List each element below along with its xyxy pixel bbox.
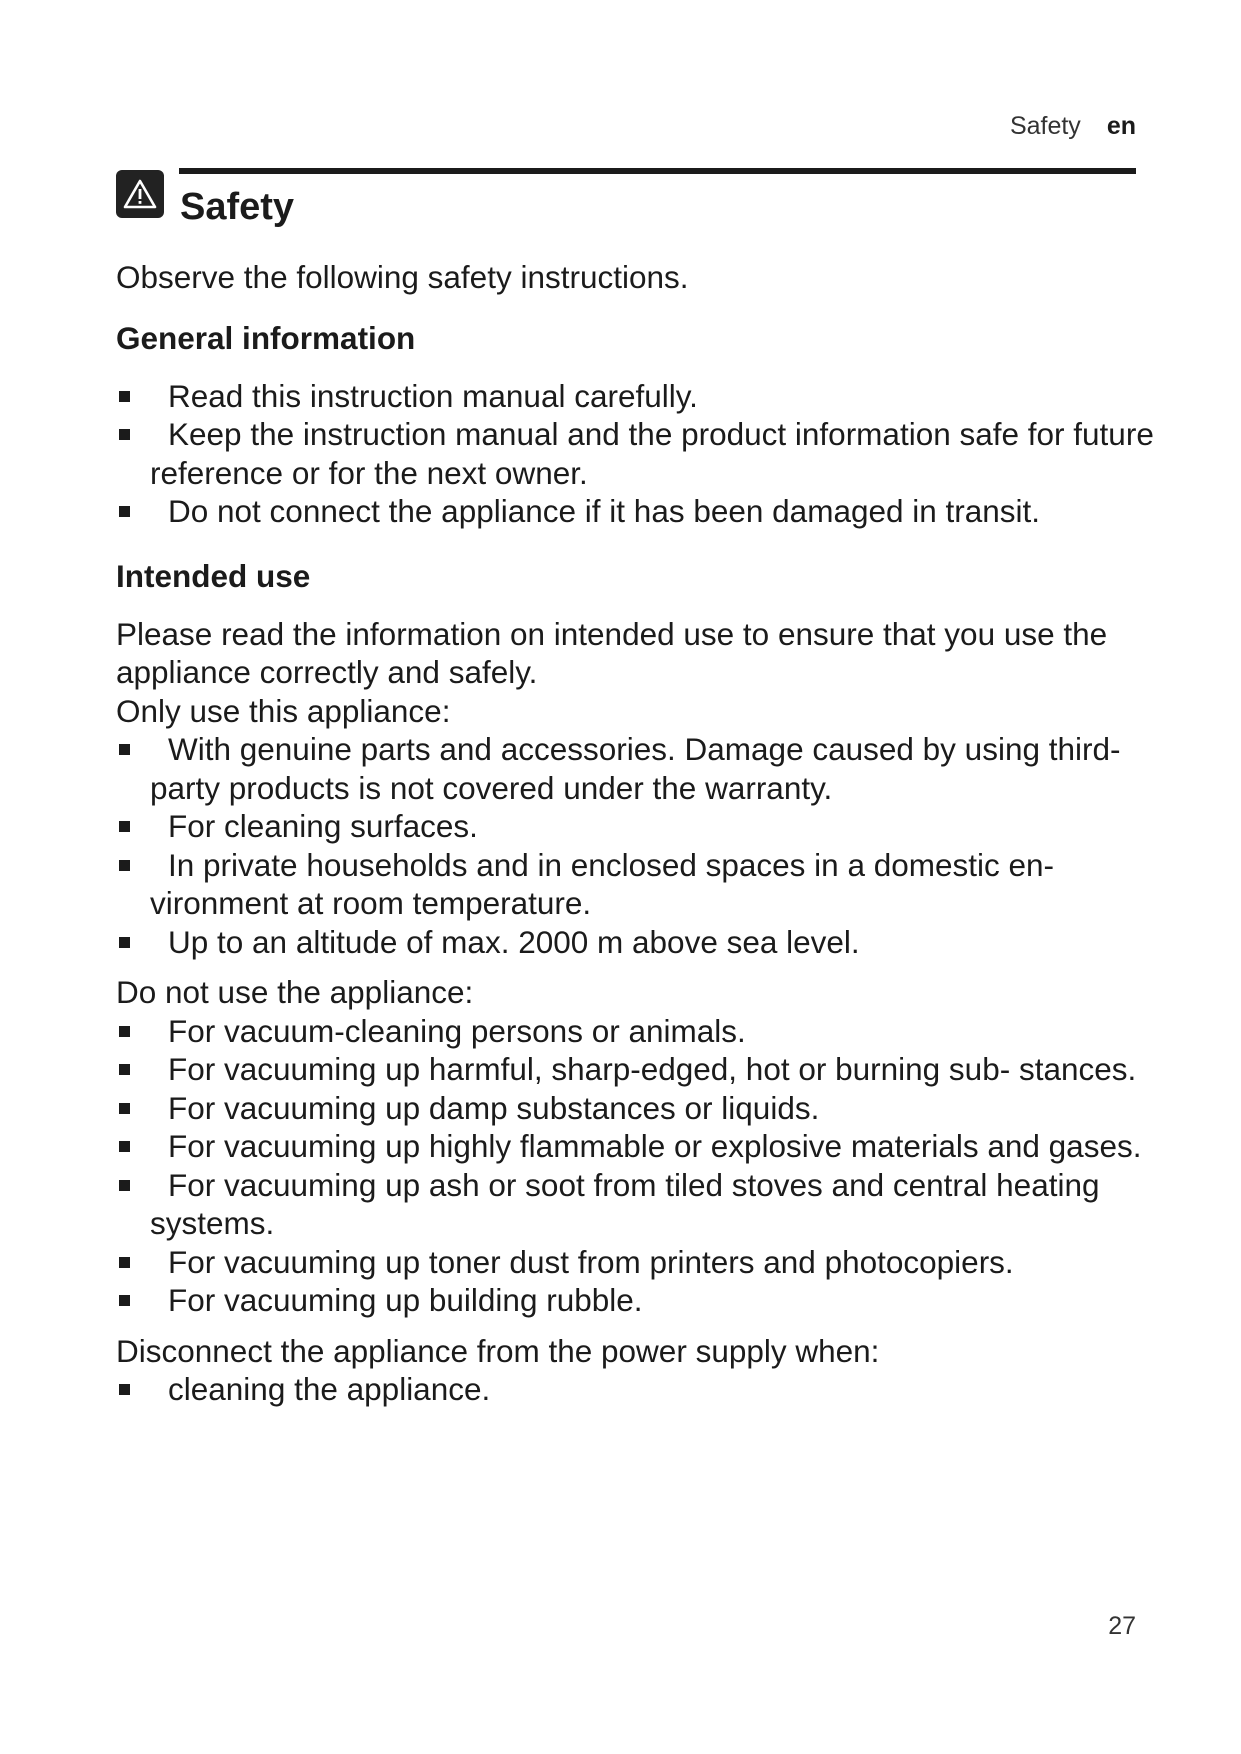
list-item-text: For cleaning surfaces.	[168, 808, 478, 844]
list-item-text: Keep the instruction manual and the product information safe for future reference or for the next owner.	[150, 416, 1154, 491]
running-header-section: Safety	[1009, 112, 1081, 140]
general-information-heading: General information	[116, 319, 416, 356]
page-number: 27	[1108, 1612, 1136, 1640]
list-item	[116, 1370, 1156, 1409]
list-item-text: Do not connect the appliance if it has been damaged in transit.	[168, 493, 1041, 529]
bullet-square-icon	[119, 821, 130, 832]
bullet-square-icon	[119, 1257, 130, 1268]
only-use-label: Only use this appliance:	[116, 692, 451, 729]
intro-text: Observe the following safety instructions.	[116, 259, 689, 295]
list-item	[116, 377, 1156, 416]
list-item-text: For vacuuming up highly flammable or explosive materials and gases.	[168, 1128, 1142, 1164]
list-item-text: For vacuuming up building rubble.	[168, 1282, 643, 1318]
disconnect-list	[116, 1370, 1156, 1409]
list-item	[116, 1281, 1156, 1320]
warning-triangle-icon	[116, 170, 164, 218]
list-item-text: In private households and in enclosed spaces in a domestic en- vironment at room temperature.	[150, 846, 1055, 921]
list-item-text: Read this instruction manual carefully.	[168, 377, 698, 414]
bullet-square-icon	[119, 1384, 130, 1395]
running-header	[1010, 112, 1136, 141]
bullet-square-icon	[119, 1064, 130, 1075]
disconnect-label: Disconnect the appliance from the power supply when:	[116, 1332, 880, 1369]
intended-use-heading: Intended use	[116, 557, 311, 594]
bullet-square-icon	[119, 429, 130, 440]
bullet-square-icon	[119, 1295, 130, 1306]
section-title: Safety	[180, 186, 295, 228]
intended-use-paragraph: Please read the information on intended use to ensure that you use the appliance correctly and safely.	[116, 615, 1108, 690]
list-item-text: Up to an altitude of max. 2000 m above sea level.	[168, 923, 860, 960]
bullet-square-icon	[119, 1026, 130, 1037]
list-item-text: For vacuuming up toner dust from printers and photocopiers.	[168, 1243, 1014, 1280]
page-content	[116, 258, 1156, 1409]
list-item	[116, 1050, 1156, 1089]
list-item-text: For vacuuming up damp substances or liquids.	[168, 1089, 820, 1126]
bullet-square-icon	[119, 506, 130, 517]
list-item-text: For vacuuming up harmful, sharp-edged, hot or burning sub- stances.	[168, 1051, 1137, 1087]
general-information-list	[116, 377, 1156, 531]
bullet-square-icon	[119, 937, 130, 948]
list-item	[116, 730, 1156, 807]
list-item-text: For vacuuming up ash or soot from tiled stoves and central heating systems.	[150, 1166, 1100, 1241]
bullet-square-icon	[119, 391, 130, 402]
list-item-text: cleaning the appliance.	[168, 1371, 491, 1407]
running-header-language: en	[1106, 112, 1136, 140]
list-item	[116, 1127, 1156, 1166]
list-item	[116, 415, 1156, 492]
list-item	[116, 1243, 1156, 1282]
do-not-use-label: Do not use the appliance:	[116, 974, 474, 1010]
bullet-square-icon	[119, 744, 130, 755]
only-use-list	[116, 730, 1156, 961]
bullet-square-icon	[119, 1180, 130, 1191]
list-item	[116, 846, 1156, 923]
list-item	[116, 923, 1156, 962]
list-item-text: For vacuum-cleaning persons or animals.	[168, 1012, 746, 1049]
list-item	[116, 807, 1156, 846]
bullet-square-icon	[119, 1141, 130, 1152]
do-not-use-list	[116, 1012, 1156, 1320]
list-item-text: With genuine parts and accessories. Damage caused by using third-party products is not covered under the warranty.	[150, 731, 1121, 806]
list-item	[116, 1089, 1156, 1128]
title-rule	[179, 168, 1136, 174]
bullet-square-icon	[119, 1103, 130, 1114]
list-item	[116, 1166, 1156, 1243]
list-item	[116, 1012, 1156, 1051]
list-item	[116, 492, 1156, 531]
bullet-square-icon	[119, 860, 130, 871]
